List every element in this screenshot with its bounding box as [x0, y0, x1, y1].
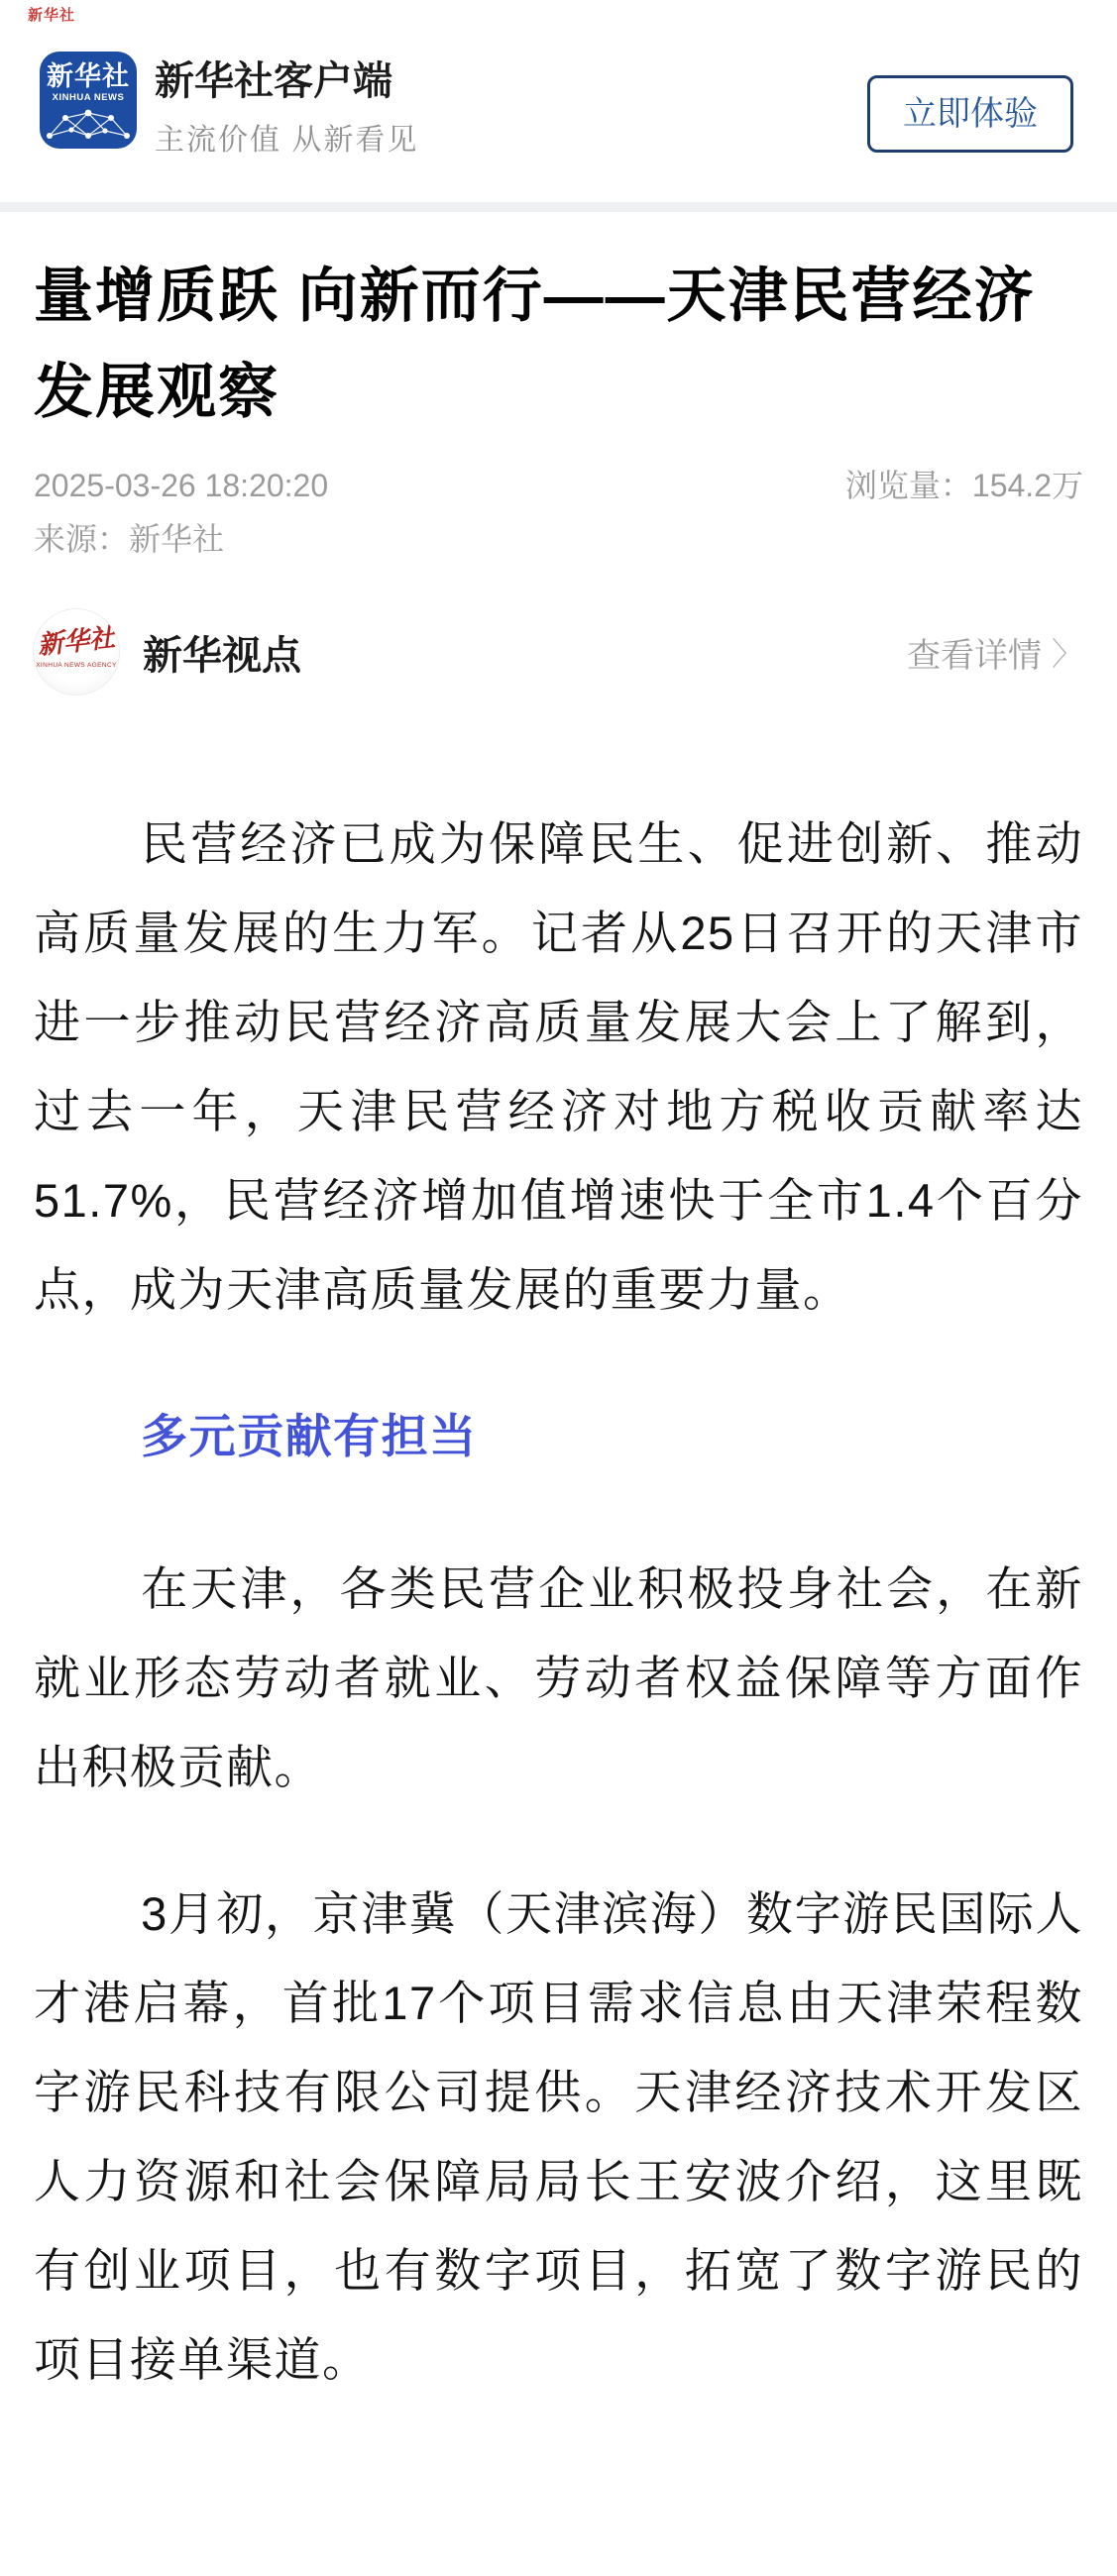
app-title-block — [155, 52, 418, 159]
top-watermark-logo: 新华社 — [28, 7, 76, 24]
publish-time: 2025-03-26 18:20:20 — [34, 468, 329, 503]
viewpoint-logo-en-text: XINHUA NEWS AGENCY — [36, 662, 117, 669]
chevron-right-icon: 〉 — [1051, 636, 1083, 672]
article-page — [0, 248, 1117, 2405]
view-details-label: 查看详情 — [906, 636, 1042, 675]
open-app-button[interactable]: 立即体验 — [867, 75, 1073, 153]
app-logo-cn-text: 新华社 — [47, 61, 130, 91]
network-constellation-icon — [44, 106, 133, 142]
article-title: 量增质跃 向新而行——天津民营经济发展观察 — [34, 263, 1036, 425]
app-name: 新华社客户端 — [155, 59, 392, 103]
paragraph: 民营经济已成为保障民生、促进创新、推动高质量发展的生力军。记者从25日召开的天津市进一步推动民营经济高质量发展大会上了解到，过去一年，天津民营经济对地方税收贡献率达51.7%，民营经济增加值增速快于全市1.4个百分点，成为天津高质量发展的重要力量。 — [34, 817, 1083, 1316]
section-subheading: 多元贡献有担当 — [141, 1410, 478, 1462]
xinhua-viewpoint-logo — [34, 609, 119, 695]
app-header — [0, 0, 1117, 202]
app-logo-en-text: XINHUA NEWS — [52, 92, 125, 103]
article-meta-row — [34, 466, 1083, 505]
paragraph: 3月初，京津冀（天津滨海）数字游民国际人才港启幕，首批17个项目需求信息由天津荣程数字游民科技有限公司提供。天津经济技术开发区人力资源和社会保障局局长王安波介绍，这里既有创业项目，也有数字项目，拓宽了数字游民的项目接单渠道。 — [34, 1887, 1083, 2386]
paragraph: 在天津，各类民营企业积极投身社会，在新就业形态劳动者就业、劳动者权益保障等方面作出积极贡献。 — [34, 1562, 1083, 1793]
app-tagline: 主流价值 从新看见 — [155, 124, 419, 157]
article-body — [34, 800, 1083, 2405]
xinhua-app-logo — [40, 52, 137, 149]
view-details-link[interactable] — [907, 628, 1083, 677]
viewpoint-logo-cn-text: 新华社 — [36, 623, 117, 661]
account-card[interactable] — [34, 608, 1083, 696]
view-count: 浏览量：154.2万 — [844, 468, 1083, 503]
section-divider — [0, 202, 1117, 212]
account-name: 新华视点 — [143, 633, 301, 678]
article-source: 来源：新华社 — [34, 521, 225, 557]
